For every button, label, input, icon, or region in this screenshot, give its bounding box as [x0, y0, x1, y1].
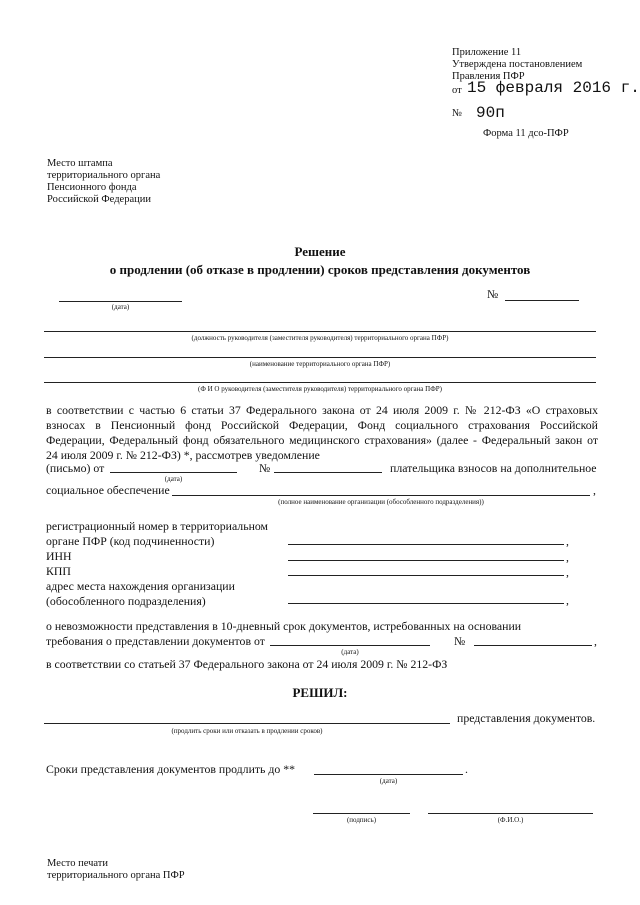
extend-text: Сроки представления документов продлить до ** [46, 762, 296, 776]
letter-date-caption: (дата) [164, 475, 183, 483]
impossible-line-3: в соответствии со статьей 37 Федерального закона от 24 июля 2009 г. № 212-ФЗ [46, 657, 448, 671]
requirement-number-sign: № [454, 634, 466, 648]
decision-line[interactable] [44, 723, 450, 724]
signature-caption: (подпись) [346, 816, 377, 824]
org-name-line[interactable] [44, 357, 596, 358]
header-num-value: 90п [476, 104, 505, 122]
paragraph-1-line-3: Федерации, Федеральный фонд обязательного медицинского страхования» (далее - Федеральный закон от [46, 433, 598, 447]
letter-number-line[interactable] [274, 472, 382, 473]
header-date-value: 15 февраля 2016 г. [467, 79, 640, 97]
header-appendix: Приложение 11 [452, 47, 522, 58]
stamp-line-2: территориального органа [47, 170, 161, 181]
extend-period: . [465, 762, 468, 776]
header-form: Форма 11 дсо-ПФР [483, 128, 569, 139]
position-caption: (должность руководителя (заместителя руководителя) территориального органа ПФР) [191, 334, 449, 342]
reg-number-comma: , [566, 534, 569, 548]
inn-label: ИНН [46, 549, 72, 563]
payer-text: плательщика взносов на дополнительное [390, 461, 597, 475]
requirement-date-line[interactable] [270, 645, 430, 646]
kpp-comma: , [566, 565, 569, 579]
date-caption: (дата) [111, 303, 130, 311]
organization-caption: (полное наименование организации (обособленного подразделения)) [278, 498, 484, 506]
paragraph-1-line-1: в соответствии с частью 6 статьи 37 Федерального закона от 24 июля 2009 г. № 212-ФЗ «О страховых [46, 403, 598, 417]
signature-line[interactable] [313, 813, 410, 814]
position-line[interactable] [44, 331, 596, 332]
signer-fio-caption: (Ф.И.О.) [497, 816, 524, 824]
stamp-line-3: Пенсионного фонда [47, 182, 137, 193]
paragraph-1-line-2: взносах в Пенсионный фонд Российской Федерации, Фонд социального страхования Российской [46, 418, 598, 432]
social-label: социальное обеспечение [46, 483, 170, 497]
kpp-label: КПП [46, 564, 71, 578]
kpp-line[interactable] [288, 575, 564, 576]
stamp-line-1: Место штампа [47, 158, 113, 169]
address-comma: , [566, 593, 569, 607]
impossible-line-2: требования о представлении документов от [46, 634, 265, 648]
organization-comma: , [593, 483, 596, 497]
seal-line-2: территориального органа ПФР [47, 870, 185, 881]
decision-tail: представления документов. [457, 711, 596, 725]
header-date-prefix: от [452, 85, 462, 96]
inn-line[interactable] [288, 560, 564, 561]
reg-number-label-1: регистрационный номер в территориальном [46, 519, 269, 533]
extend-date-caption: (дата) [379, 777, 398, 785]
letter-number-sign: № [259, 461, 271, 475]
date-line[interactable] [59, 301, 182, 302]
requirement-comma: , [594, 634, 597, 648]
decision-caption: (продлить сроки или отказать в продлении сроков) [171, 727, 323, 735]
number-sign: № [487, 287, 499, 301]
requirement-date-caption: (дата) [341, 648, 359, 656]
address-line[interactable] [288, 603, 564, 604]
number-line[interactable] [505, 300, 579, 301]
organization-line[interactable] [172, 495, 590, 496]
extend-date-line[interactable] [314, 774, 463, 775]
address-label-1: адрес места нахождения организации [46, 579, 235, 593]
fio-caption: (Ф И О руководителя (заместителя руководителя) территориального органа ПФР) [198, 385, 442, 393]
inn-comma: , [566, 550, 569, 564]
fio-line[interactable] [44, 382, 596, 383]
reg-number-line[interactable] [288, 544, 564, 545]
org-name-caption: (наименование территориального органа ПФР) [249, 360, 391, 368]
seal-line-1: Место печати [47, 858, 109, 869]
reg-number-label-2: органе ПФР (код подчиненности) [46, 534, 215, 548]
document-subtitle: о продлении (об отказе в продлении) сроков представления документов [109, 262, 531, 277]
impossible-line-1: о невозможности представления в 10-дневный срок документов, истребованных на основании [46, 619, 522, 633]
header-board: Правления ПФР [452, 71, 525, 82]
signer-fio-line[interactable] [428, 813, 593, 814]
letter-date-line[interactable] [110, 472, 237, 473]
requirement-number-line[interactable] [474, 645, 592, 646]
paragraph-1-line-4: 24 июля 2009 г. № 212-ФЗ) *, рассмотрев уведомление [46, 448, 320, 462]
header-num-prefix: № [452, 108, 463, 119]
address-label-2: (обособленного подразделения) [46, 594, 206, 608]
header-approved: Утверждена постановлением [452, 59, 583, 70]
decided-heading: РЕШИЛ: [292, 685, 348, 700]
stamp-line-4: Российской Федерации [47, 194, 151, 205]
document-title: Решение [294, 244, 346, 259]
letter-from-label: (письмо) от [46, 461, 105, 475]
